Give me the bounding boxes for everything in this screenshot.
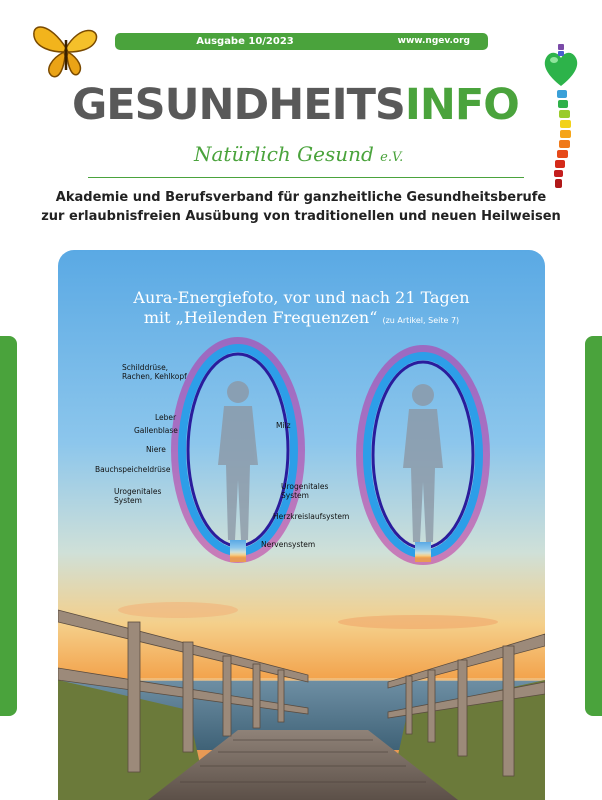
cover-title-text: mit „Heilenden Frequenzen“ (143, 308, 378, 327)
cover-photo (58, 250, 545, 800)
cover-title-line-2 (58, 308, 545, 327)
issue-bar (115, 33, 488, 50)
masthead-title (72, 80, 519, 130)
label-schilddruese: Schilddrüse, Rachen, Kehlkopf (122, 363, 187, 381)
website-link[interactable]: www.ngev.org (397, 36, 470, 46)
masthead-subtitle (194, 142, 403, 166)
label-niere: Niere (146, 445, 166, 454)
side-tab-left (0, 336, 17, 716)
side-tab-right (585, 336, 602, 716)
label-urogenitales-left: Urogenitales System (114, 487, 162, 505)
masthead-title-green: INFO (404, 80, 519, 130)
masthead-title-gray: GESUNDHEITS (72, 80, 405, 130)
cover-title-ref: (zu Artikel, Seite 7) (382, 316, 460, 325)
butterfly-icon (30, 18, 102, 80)
subtitle-text: Natürlich Gesund (194, 142, 374, 166)
label-nervensystem: Nervensystem (261, 540, 316, 549)
cover-title-line-1: Aura-Energiefoto, vor und nach 21 Tagen (133, 288, 470, 307)
divider (88, 177, 524, 178)
subtitle-suffix: e.V. (380, 150, 404, 165)
label-bauchspeicheldruese: Bauchspeicheldrüse (95, 465, 171, 474)
cover-image (58, 250, 545, 800)
issue-label: Ausgabe 10/2023 (196, 36, 294, 47)
spine-heart-logo (540, 44, 582, 194)
label-milz: Milz (276, 421, 291, 430)
label-leber: Leber (155, 413, 177, 422)
label-herzkreislauf: Herzkreislaufsystem (273, 512, 350, 521)
tagline-line-2: zur erlaubnisfreien Ausübung von traditionellen und neuen Heilweisen (41, 209, 561, 224)
label-gallenblase: Gallenblase (134, 426, 178, 435)
tagline-line-1: Akademie und Berufsverband für ganzheitliche Gesundheitsberufe (55, 190, 547, 205)
label-urogenitales-right: Urogenitales System (281, 482, 329, 500)
